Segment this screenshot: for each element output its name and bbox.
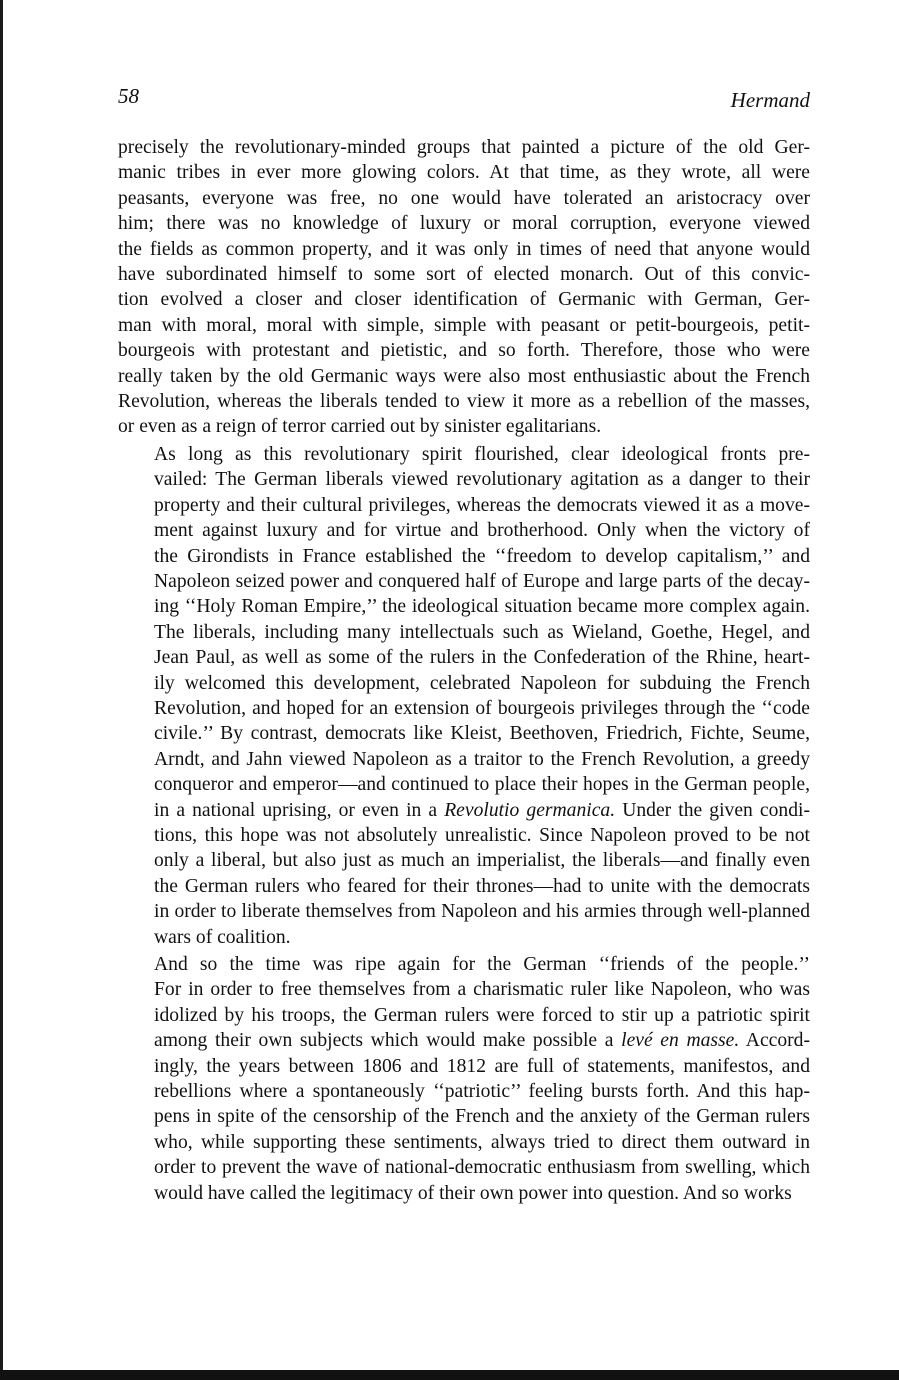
text-line: Revolution, and hoped for an extension of bourgeois privileges through the ‘‘code bbox=[154, 697, 810, 719]
text-line: tion evolved a closer and closer identification of Germanic with German, Ger- bbox=[118, 289, 810, 311]
text-line: only a liberal, but also just as much an imperialist, the liberals—and finally even bbox=[154, 850, 810, 872]
text-run: among their own subjects which would make possible a bbox=[154, 1030, 622, 1052]
text-line: property and their cultural privileges, whereas the democrats viewed it as a move- bbox=[154, 494, 810, 516]
text-line bbox=[118, 798, 810, 823]
text-line: ing ‘‘Holy Roman Empire,’’ the ideological situation became more complex again. bbox=[154, 596, 810, 618]
text-line: civile.’’ By contrast, democrats like Kleist, Beethoven, Friedrich, Fichte, Seume, bbox=[154, 723, 810, 745]
italic-phrase: levé en masse. bbox=[621, 1030, 740, 1052]
text-line: conqueror and emperor—and continued to place their hopes in the German people, bbox=[154, 774, 810, 796]
text-line bbox=[118, 1028, 810, 1053]
text-line: manic tribes in ever more glowing colors. At that time, as they wrote, all were bbox=[118, 162, 810, 184]
text-line: tions, this hope was not absolutely unrealistic. Since Napoleon proved to be not bbox=[154, 824, 810, 846]
text-line: would have called the legitimacy of their own power into question. And so works bbox=[154, 1182, 792, 1204]
paragraph bbox=[118, 952, 810, 1206]
text-run: in a national uprising, or even in a bbox=[154, 799, 445, 821]
text-line: vailed: The German liberals viewed revolutionary agitation as a danger to their bbox=[154, 469, 810, 491]
italic-phrase: Revolutio germanica. bbox=[444, 799, 616, 821]
paragraph bbox=[118, 135, 810, 440]
text-line: the Girondists in France established the ‘‘freedom to develop capitalism,’’ and bbox=[154, 545, 810, 567]
text-line: ment against luxury and for virtue and brotherhood. Only when the victory of bbox=[154, 520, 810, 542]
text-run: Under the given condi- bbox=[615, 799, 810, 821]
text-line: him; there was no knowledge of luxury or moral corruption, everyone viewed bbox=[118, 213, 810, 235]
paragraph bbox=[118, 442, 810, 950]
text-line: The liberals, including many intellectuals such as Wieland, Goethe, Hegel, and bbox=[154, 621, 810, 643]
body-text bbox=[118, 135, 810, 1206]
book-page bbox=[118, 84, 810, 1206]
text-line: who, while supporting these sentiments, always tried to direct them outward in bbox=[154, 1131, 810, 1153]
text-line: or even as a reign of terror carried out by sinister egalitarians. bbox=[118, 416, 602, 438]
text-line: For in order to free themselves from a charismatic ruler like Napoleon, who was bbox=[154, 979, 810, 1001]
text-line: ingly, the years between 1806 and 1812 are full of statements, manifestos, and bbox=[154, 1055, 810, 1077]
text-line: Napoleon seized power and conquered half of Europe and large parts of the decay- bbox=[154, 570, 810, 592]
text-line: As long as this revolutionary spirit flourished, clear ideological fronts pre- bbox=[154, 443, 810, 465]
text-run: Accord- bbox=[739, 1030, 810, 1052]
running-head bbox=[118, 84, 810, 114]
text-line: Jean Paul, as well as some of the rulers in the Confederation of the Rhine, heart- bbox=[154, 647, 810, 669]
text-line: man with moral, moral with simple, simple with peasant or petit-bourgeois, petit- bbox=[118, 314, 810, 336]
scan-edge-left bbox=[0, 0, 3, 1380]
text-line: really taken by the old Germanic ways were also most enthusiastic about the French bbox=[118, 365, 810, 387]
text-line: peasants, everyone was free, no one would have tolerated an aristocracy over bbox=[118, 187, 810, 209]
text-line: the fields as common property, and it was only in times of need that anyone would bbox=[118, 238, 810, 260]
text-line: have subordinated himself to some sort of elected monarch. Out of this convic- bbox=[118, 264, 810, 286]
text-line: ily welcomed this development, celebrated Napoleon for subduing the French bbox=[154, 672, 810, 694]
text-line: the German rulers who feared for their thrones—had to unite with the democrats bbox=[154, 875, 810, 897]
scan-edge-bottom bbox=[0, 1370, 899, 1380]
text-line: pens in spite of the censorship of the French and the anxiety of the German rulers bbox=[154, 1106, 810, 1128]
text-line: Arndt, and Jahn viewed Napoleon as a traitor to the French Revolution, a greedy bbox=[154, 748, 810, 770]
text-line: wars of coalition. bbox=[154, 926, 291, 948]
text-line: order to prevent the wave of national-democratic enthusiasm from swelling, which bbox=[154, 1157, 810, 1179]
running-head-author: Hermand bbox=[730, 88, 810, 112]
text-line: And so the time was ripe again for the German ‘‘friends of the people.’’ bbox=[154, 954, 810, 975]
page-number: 58 bbox=[118, 84, 139, 108]
text-line: bourgeois with protestant and pietistic, and so forth. Therefore, those who were bbox=[118, 340, 810, 362]
text-line: in order to liberate themselves from Napoleon and his armies through well-planned bbox=[154, 901, 810, 923]
text-line: rebellions where a spontaneously ‘‘patriotic’’ feeling bursts forth. And this hap- bbox=[154, 1081, 810, 1103]
text-line: Revolution, whereas the liberals tended to view it more as a rebellion of the masses, bbox=[118, 391, 810, 413]
text-line: idolized by his troops, the German rulers were forced to stir up a patriotic spirit bbox=[154, 1004, 810, 1026]
text-line: precisely the revolutionary-minded groups that painted a picture of the old Ger- bbox=[118, 137, 810, 158]
